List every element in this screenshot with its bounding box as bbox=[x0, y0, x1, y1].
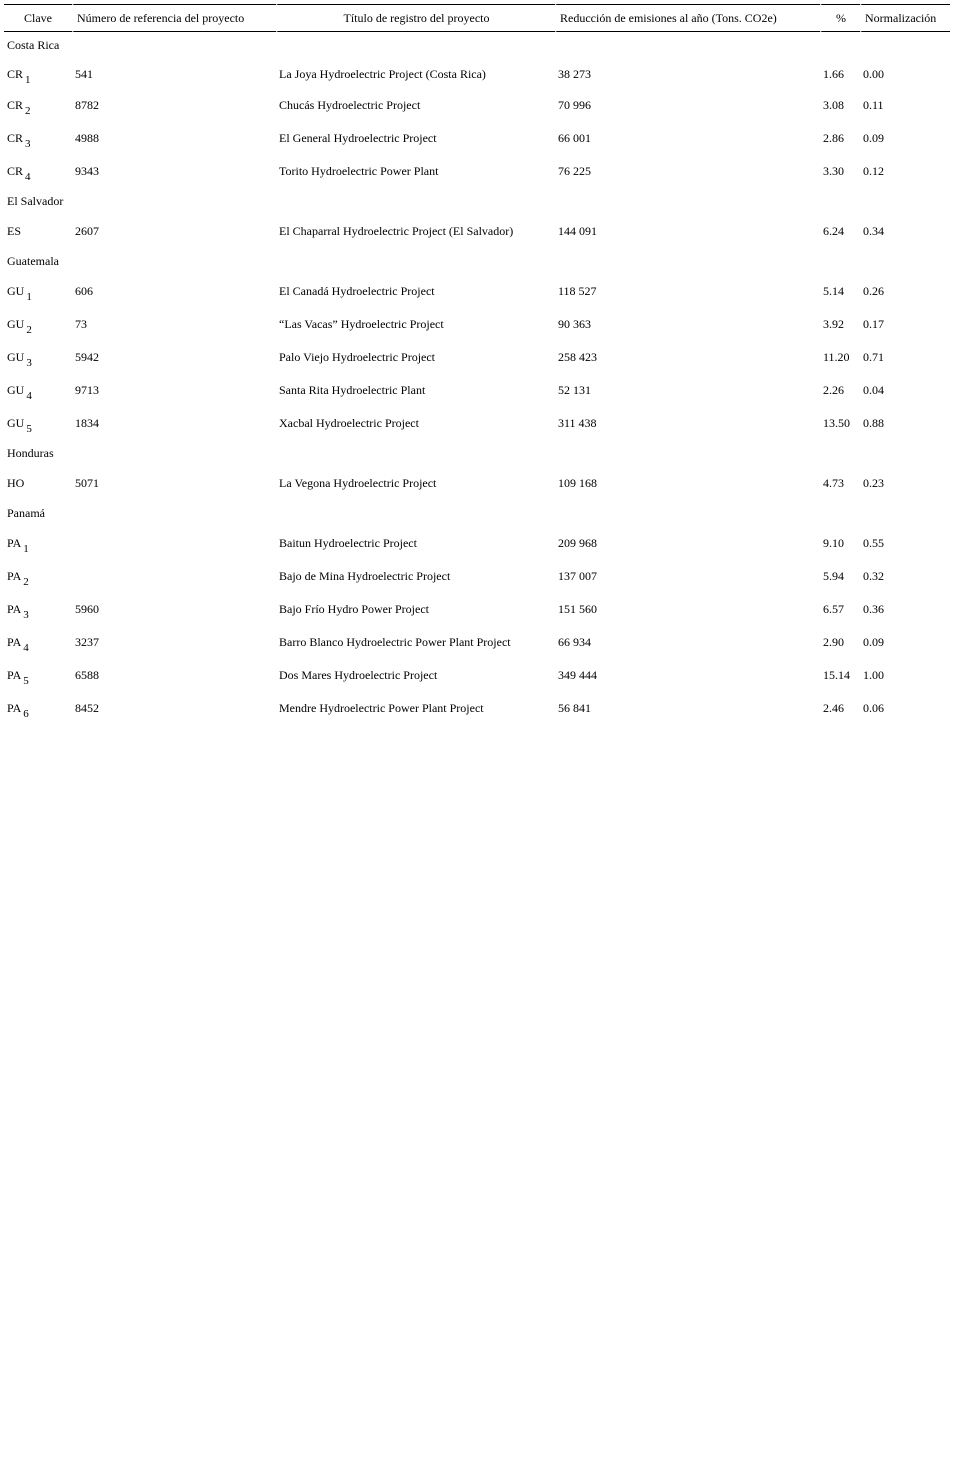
cell-reference-number: 5942 bbox=[75, 350, 99, 364]
table-row bbox=[4, 407, 950, 440]
clave-subscript: 4 bbox=[23, 642, 29, 654]
cell-clave bbox=[4, 467, 72, 500]
cell-reference-number bbox=[72, 560, 276, 593]
cell-project-title: Santa Rita Hydroelectric Plant bbox=[279, 383, 426, 397]
table-row bbox=[4, 341, 950, 374]
cell-normalization: 1.00 bbox=[863, 668, 884, 682]
cell-percent: 11.20 bbox=[823, 350, 850, 364]
clave-code: PA bbox=[7, 602, 22, 616]
clave-code: GU bbox=[7, 416, 25, 430]
cell-clave bbox=[4, 215, 72, 248]
cell-emission-reduction: 52 131 bbox=[558, 383, 591, 397]
cell-project-title: Torito Hydroelectric Power Plant bbox=[279, 164, 439, 178]
cell-clave bbox=[4, 659, 72, 692]
header-emission-reduction: Reducción de emisiones al año (Tons. CO2e) bbox=[555, 4, 820, 32]
cell-normalization: 0.04 bbox=[863, 383, 884, 397]
clave-subscript: 2 bbox=[25, 105, 31, 117]
cell-normalization: 0.06 bbox=[863, 701, 884, 715]
cell-clave bbox=[4, 89, 72, 122]
cell-emission-reduction: 56 841 bbox=[558, 701, 591, 715]
cell-reference-number: 606 bbox=[75, 284, 93, 298]
table-row bbox=[4, 659, 950, 692]
clave-subscript: 4 bbox=[25, 171, 31, 183]
clave-subscript: 3 bbox=[26, 357, 32, 369]
cell-emission-reduction: 349 444 bbox=[558, 668, 597, 682]
table-row bbox=[4, 215, 950, 248]
clave-code: GU bbox=[7, 284, 25, 298]
group-label: Costa Rica bbox=[7, 38, 60, 52]
cell-reference-number: 5071 bbox=[75, 476, 99, 490]
clave-code: CR bbox=[7, 164, 24, 178]
cell-project-title: La Joya Hydroelectric Project (Costa Rica) bbox=[279, 66, 486, 81]
cell-reference-number: 9713 bbox=[75, 383, 99, 397]
cell-project-title: Palo Viejo Hydroelectric Project bbox=[279, 350, 436, 364]
cell-normalization: 0.23 bbox=[863, 476, 884, 490]
cell-clave bbox=[4, 122, 72, 155]
cell-percent: 6.57 bbox=[823, 602, 844, 616]
cell-project-title: Barro Blanco Hydroelectric Power Plant Project bbox=[279, 635, 511, 649]
cell-reference-number: 9343 bbox=[75, 164, 99, 178]
group-row bbox=[4, 440, 950, 467]
cell-clave bbox=[4, 626, 72, 659]
cell-clave bbox=[4, 275, 72, 308]
cell-emission-reduction: 38 273 bbox=[558, 66, 591, 81]
cell-reference-number: 4988 bbox=[75, 131, 99, 145]
clave-subscript: 5 bbox=[26, 423, 32, 435]
cell-project-title: Baitun Hydroelectric Project bbox=[279, 536, 417, 550]
cell-project-title: Bajo de Mina Hydroelectric Project bbox=[279, 569, 451, 583]
clave-subscript: 3 bbox=[25, 138, 31, 150]
cell-emission-reduction: 258 423 bbox=[558, 350, 597, 364]
header-normalization: Normalización bbox=[860, 4, 950, 32]
cell-reference-number: 541 bbox=[75, 66, 93, 81]
cell-normalization: 0.09 bbox=[863, 635, 884, 649]
cell-project-title: Dos Mares Hydroelectric Project bbox=[279, 668, 438, 682]
cell-clave bbox=[4, 407, 72, 440]
clave-subscript: 2 bbox=[23, 576, 29, 588]
clave-code: CR bbox=[7, 98, 24, 112]
table-row bbox=[4, 155, 950, 188]
clave-code: GU bbox=[7, 350, 25, 364]
cell-project-title: Mendre Hydroelectric Power Plant Project bbox=[279, 701, 484, 715]
header-row bbox=[4, 4, 950, 32]
table-row bbox=[4, 593, 950, 626]
cell-project-title: El Chaparral Hydroelectric Project (El Salvador) bbox=[279, 224, 514, 238]
cell-normalization: 0.71 bbox=[863, 350, 884, 364]
clave-subscript: 5 bbox=[23, 675, 29, 687]
cell-clave bbox=[4, 59, 72, 89]
clave-code: HO bbox=[7, 476, 25, 490]
cell-clave bbox=[4, 527, 72, 560]
cell-reference-number: 73 bbox=[75, 317, 87, 331]
cell-reference-number: 5960 bbox=[75, 602, 99, 616]
group-label: Panamá bbox=[7, 506, 45, 520]
header-project-title: Título de registro del proyecto bbox=[276, 4, 555, 32]
clave-code: CR bbox=[7, 131, 24, 145]
cell-emission-reduction: 151 560 bbox=[558, 602, 597, 616]
clave-code: GU bbox=[7, 317, 25, 331]
cell-project-title: Xacbal Hydroelectric Project bbox=[279, 416, 419, 430]
header-reference-number: Número de referencia del proyecto bbox=[72, 4, 276, 32]
cell-emission-reduction: 118 527 bbox=[558, 284, 597, 298]
cell-percent: 3.30 bbox=[823, 164, 844, 178]
cell-emission-reduction: 66 934 bbox=[558, 635, 591, 649]
cell-percent: 2.46 bbox=[823, 701, 844, 715]
cell-emission-reduction: 144 091 bbox=[558, 224, 597, 238]
group-label: Guatemala bbox=[7, 254, 59, 268]
group-row bbox=[4, 188, 950, 215]
cell-normalization: 0.00 bbox=[863, 66, 884, 81]
cell-reference-number: 8782 bbox=[75, 98, 99, 112]
group-label: Honduras bbox=[7, 446, 54, 460]
cell-normalization: 0.34 bbox=[863, 224, 884, 238]
cell-clave bbox=[4, 560, 72, 593]
cell-percent: 1.66 bbox=[823, 66, 844, 81]
cell-percent: 3.08 bbox=[823, 98, 844, 112]
header-percent: % bbox=[820, 4, 860, 32]
group-label: El Salvador bbox=[7, 194, 64, 208]
clave-code: GU bbox=[7, 383, 25, 397]
clave-subscript: 1 bbox=[25, 73, 31, 86]
cell-normalization: 0.88 bbox=[863, 416, 884, 430]
clave-subscript: 4 bbox=[26, 390, 32, 402]
cell-emission-reduction: 137 007 bbox=[558, 569, 597, 583]
cell-percent: 15.14 bbox=[823, 668, 850, 682]
cell-normalization: 0.12 bbox=[863, 164, 884, 178]
cell-clave bbox=[4, 692, 72, 725]
clave-subscript: 3 bbox=[23, 609, 29, 621]
group-row bbox=[4, 248, 950, 275]
clave-code: PA bbox=[7, 635, 22, 649]
table-row bbox=[4, 374, 950, 407]
cell-percent: 5.94 bbox=[823, 569, 844, 583]
table-body bbox=[4, 32, 950, 725]
cell-percent: 4.73 bbox=[823, 476, 844, 490]
cell-clave bbox=[4, 308, 72, 341]
cell-clave bbox=[4, 155, 72, 188]
cell-emission-reduction: 90 363 bbox=[558, 317, 591, 331]
table-header bbox=[4, 4, 950, 32]
clave-code: PA bbox=[7, 536, 22, 550]
cell-emission-reduction: 66 001 bbox=[558, 131, 591, 145]
table-row bbox=[4, 527, 950, 560]
cell-normalization: 0.32 bbox=[863, 569, 884, 583]
cell-clave bbox=[4, 341, 72, 374]
cell-normalization: 0.55 bbox=[863, 536, 884, 550]
cell-emission-reduction: 70 996 bbox=[558, 98, 591, 112]
table-row bbox=[4, 467, 950, 500]
table-row bbox=[4, 560, 950, 593]
clave-code: CR bbox=[7, 66, 24, 81]
projects-table bbox=[4, 4, 950, 725]
cell-percent: 5.14 bbox=[823, 284, 844, 298]
clave-subscript: 6 bbox=[23, 708, 29, 720]
cell-project-title: El General Hydroelectric Project bbox=[279, 131, 437, 145]
header-clave: Clave bbox=[4, 4, 72, 32]
cell-emission-reduction: 209 968 bbox=[558, 536, 597, 550]
cell-percent: 2.86 bbox=[823, 131, 844, 145]
cell-project-title: “Las Vacas” Hydroelectric Project bbox=[279, 317, 444, 331]
cell-emission-reduction: 109 168 bbox=[558, 476, 597, 490]
table-row bbox=[4, 626, 950, 659]
clave-subscript: 2 bbox=[26, 324, 32, 336]
cell-percent: 9.10 bbox=[823, 536, 844, 550]
clave-subscript: 1 bbox=[26, 291, 32, 303]
cell-normalization: 0.26 bbox=[863, 284, 884, 298]
cell-reference-number: 2607 bbox=[75, 224, 99, 238]
cell-normalization: 0.11 bbox=[863, 98, 884, 112]
cell-reference-number: 3237 bbox=[75, 635, 99, 649]
cell-project-title: La Vegona Hydroelectric Project bbox=[279, 476, 437, 490]
table-row bbox=[4, 692, 950, 725]
table-row bbox=[4, 275, 950, 308]
clave-code: ES bbox=[7, 224, 22, 238]
cell-percent: 6.24 bbox=[823, 224, 844, 238]
cell-project-title: El Canadá Hydroelectric Project bbox=[279, 284, 435, 298]
group-row bbox=[4, 500, 950, 527]
cell-project-title: Chucás Hydroelectric Project bbox=[279, 98, 421, 112]
cell-reference-number bbox=[72, 527, 276, 560]
clave-code: PA bbox=[7, 701, 22, 715]
cell-normalization: 0.09 bbox=[863, 131, 884, 145]
table-row bbox=[4, 122, 950, 155]
clave-code: PA bbox=[7, 668, 22, 682]
cell-clave bbox=[4, 593, 72, 626]
cell-normalization: 0.36 bbox=[863, 602, 884, 616]
cell-reference-number: 6588 bbox=[75, 668, 99, 682]
table-row bbox=[4, 89, 950, 122]
cell-percent: 2.26 bbox=[823, 383, 844, 397]
cell-percent: 2.90 bbox=[823, 635, 844, 649]
group-row bbox=[4, 32, 950, 59]
cell-percent: 3.92 bbox=[823, 317, 844, 331]
clave-code: PA bbox=[7, 569, 22, 583]
clave-subscript: 1 bbox=[23, 543, 29, 555]
cell-emission-reduction: 76 225 bbox=[558, 164, 591, 178]
cell-normalization: 0.17 bbox=[863, 317, 884, 331]
cell-reference-number: 1834 bbox=[75, 416, 99, 430]
table-row bbox=[4, 59, 950, 89]
cell-project-title: Bajo Frío Hydro Power Project bbox=[279, 602, 429, 616]
cell-clave bbox=[4, 374, 72, 407]
cell-emission-reduction: 311 438 bbox=[558, 416, 597, 430]
table-row bbox=[4, 308, 950, 341]
cell-reference-number: 8452 bbox=[75, 701, 99, 715]
cell-percent: 13.50 bbox=[823, 416, 850, 430]
